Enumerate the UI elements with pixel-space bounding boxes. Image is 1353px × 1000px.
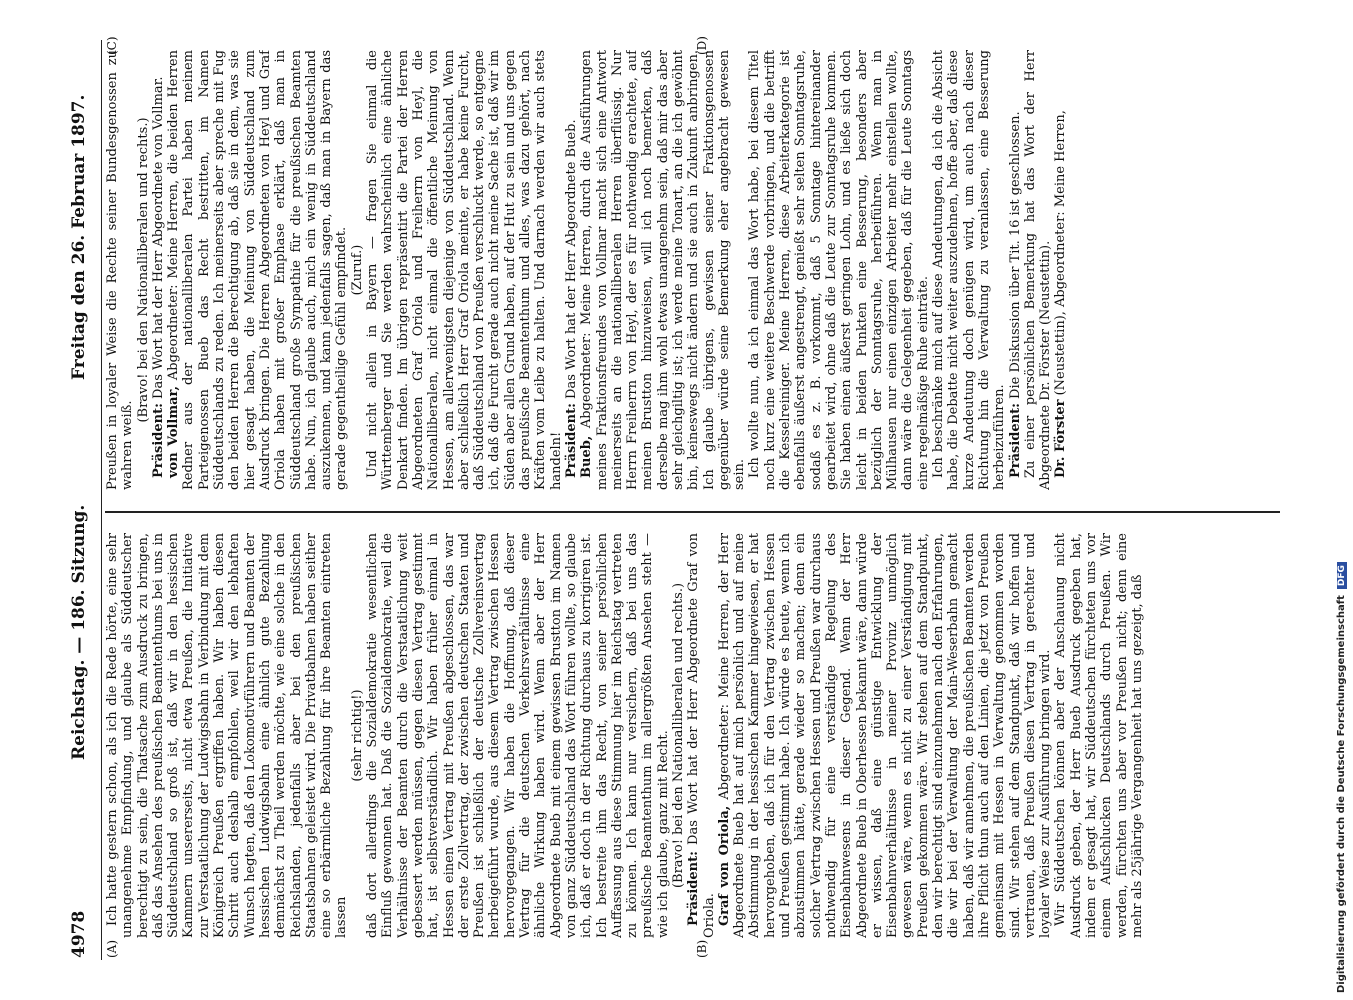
speaker-name: Präsident: [563, 403, 579, 478]
page-header [65, 40, 102, 960]
paragraph [747, 50, 931, 490]
session-title: Reichstag. — 186. Sitzung. [69, 504, 89, 760]
paragraph [671, 533, 686, 938]
paragraph-text: Abgeordneter: Meine Herren, der Herr Abgeordnete Bueb hat auf mich persönlich und auf meine Abstimmung in der hessischen Kammer hingewiesen, er hat hervorgehoben, daß ich für den Vertrag zwischen Hessen und Preußen gestimmt habe. Ich würde es heute, wenn ich abzustimmen hätte, gerade wieder so machen; denn ein solcher Vertrag zwischen Hessen und Preußen war durchaus nothwendig für eine verständige Regelung des Eisenbahnwesens in dieser Gegend. Wenn der Herr Abgeordnete Bueb in Oberhessen bekannt wäre, dann würde er wissen, daß eine günstige Entwicklung der Eisenbahnverhältnisse in meiner Provinz unmöglich gewesen wäre, wenn es nicht zu einer Verständigung mit Preußen gekommen wäre. Wir stehen auf dem Standpunkt, den wir berechtigt sind einzunehmen nach den Erfahrungen, die wir bei der Verwaltung der Main-Weserbahn gemacht haben, daß wir annehmen, die preußischen Beamten werden ihre Pflicht thun auch auf den Linien, die jetzt von Preußen gemeinsam mit Hessen in Verwaltung genommen worden sind. Wir stehen auf dem Standpunkt, daß wir hoffen und vertrauen, daß Preußen diesen Vertrag in gerechter und loyaler Weise zur Ausführung bringen wird. [716, 533, 1054, 938]
dfg-logo: DFG [1337, 562, 1347, 589]
speaker-name: von Vollmar, [166, 386, 182, 478]
left-text-column [105, 533, 1285, 938]
speaker-name: Dr. Förster [1053, 399, 1069, 478]
paragraph-text: Ich wollte nun, da ich einmal das Wort habe, bei diesem Titel noch kurz eine weitere Beschwerde vorbringen, und die betrifft die Kesselreiniger. Meine Herren, diese Arbeiterkategorie ist ebenfalls äußerst angestrengt, genießt sehr selten Sonntagsruhe, sodaß es z. B. vorkommt, daß 5 Sonntage hintereinander gearbeitet wird, ohne daß die Leute zur Sonntagsruhe kommen. Sie haben einen äußerst geringen Lohn, und es ließe sich doch leicht in beiden Punkten eine Besserung, besonders aber bezüglich der Sonntagsruhe, herbeiführen. Wenn man in Mülhausen nur einen einzigen Arbeiter mehr einstellen wollte, dann wäre die Gelegenheit gegeben, daß für die Leute Sonntags eine regelmäßige Ruhe einträte. [747, 50, 931, 490]
paragraph-text: Das Wort hat der Herr Abgeordnete von Vollmar. [150, 76, 166, 399]
newspaper-page [65, 36, 1285, 960]
paragraph-text: (Bravo! bei den Nationalliberalen und rechts.) [135, 117, 151, 423]
paragraph [105, 533, 350, 938]
paragraph [136, 50, 151, 490]
paragraph [1053, 50, 1068, 490]
speaker-name: Präsident: [686, 851, 702, 926]
paragraph [105, 50, 136, 490]
paragraph [365, 533, 671, 938]
speaker-name: Präsident: [150, 403, 166, 478]
margin-marker-c: (C) [105, 36, 119, 55]
paragraph-text: Das Wort hat der Herr Abgeordnete Bueb. [563, 119, 579, 399]
paragraph [686, 533, 717, 938]
paragraph-text: Abgeordneter: Meine Herren, die beiden Herren Redner aus der nationalliberalen Partei haben meinem Parteigenossen Bueb das Recht bestritten, im Namen Süddeutschlands zu reden. Ich meinerseits aber spreche mit Fug den beiden Herren die Berechtigung ab, daß sie in dem, was sie hier gesagt haben, die Meinung von Süddeutschland zum Ausdruck bringen. Die Herren Abgeordneten von Heyl und Graf Oriola haben mit großer Emphase erklärt, daß man in Süddeutschland große Sympathie für die preußischen Beamten habe. Nun, ich glaube auch, mich ein wenig in Süddeutschland auszukennen, und kann jedenfalls sagen, daß man in Bayern das gerade gegentheilige Gefühl empfindet. [166, 50, 350, 490]
paragraph [350, 533, 365, 938]
paragraph-text: Ich hatte gestern schon, als ich die Rede hörte, eine sehr unangenehme Empfindung, und glaube als Süddeutscher berechtigt zu sein, die Thatsache zum Ausdruck zu bringen, daß das Ansehen des preußischen Beamtenthums bei uns in Süddeutschland so groß ist, daß wir in den hessischen Kammern unsererseits, nicht etwa Preußen, die Initiative zur Verstaatlichung der Ludwigsbahn in Verbindung mit dem Königreich Preußen ergriffen haben. Wir haben diesen Schritt auch deshalb empfohlen, weil wir den lebhaften Wunsch hegten, daß den Lokomotivführern und Beamten der hessischen Ludwigsbahn eine ähnlich gute Bezahlung demnächst zu Theil werden möchte, wie eine solche in den Reichslanden, jedenfalls aber bei den preußischen Staatsbahnen geleistet wird. Die Privatbahnen haben seither eine so erbärmliche Bezahlung für ihre Beamten eintreten lassen [105, 533, 350, 938]
paragraph [1053, 533, 1145, 938]
paragraph-text: Abgeordneter: Meine Herren, durch die Ausführungen meines Fraktionsfreundes von Vollmar macht sich eine Antwort meinerseits an die nationalliberalen Herren überflüssig. Nur Herrn Freiherrn von Heyl, der es für nothwendig erachtete, auf meinen Brustton hinzuweisen, will ich noch bemerken, daß derselbe mag ihm wohl etwas unangenehm sein, daß mir das aber sehr gleichgiltig ist; ich werde meine Tonart, an die ich gewöhnt bin, keineswegs nicht ändern und sie auch in Zukunft anbringen. Ich glaube übrigens, gewissen seiner Fraktionsgenossen gegenüber würde seine Bemerkung eher angebracht gewesen sein. [579, 50, 748, 490]
right-text-column [105, 50, 1285, 490]
paragraph [350, 50, 365, 490]
paragraph-text: Das Wort hat der Herr Abgeordnete Graf von Oriola. [686, 533, 717, 938]
paragraph-text: (Bravo! bei den Nationalliberalen und rechts.) [670, 582, 686, 889]
paragraph [564, 50, 579, 490]
paragraph [166, 50, 350, 490]
speaker-name: Präsident: [1007, 403, 1023, 478]
paragraph-text: Preußen in loyaler Weise die Rechte seiner Bundesgenossen zu wahren weiß. [105, 50, 136, 490]
margin-marker-d: (D) [695, 36, 709, 55]
paragraph [931, 50, 1007, 490]
column-divider [105, 512, 1280, 514]
session-date: Freitag den 26. Februar 1897. [69, 94, 89, 380]
paragraph-text: Die Diskussion über Tit. 16 ist geschlossen. [1007, 111, 1023, 399]
paragraph-text: Zu einer persönlichen Bemerkung hat das Wort der Herr Abgeordnete Dr. Förster (Neustettin). [1022, 50, 1054, 490]
paragraph [365, 50, 564, 490]
paragraph-text: Und nicht allein in Bayern — fragen Sie einmal die Württemberger und Sie werden wahrscheinlich eine ähnliche Denkart finden. Im übrigen repräsentirt die Partei der Herren Abgeordneten Graf Oriola und Freiherrn von Heyl, die Nationalliberalen, nicht einmal die öffentliche Meinung von Hessen, am allerwenigsten diejenige von Süddeutschland. Wenn aber schließlich Herr Graf Oriola meinte, er habe keine Furcht, daß Süddeutschland von Preußen verschluckt werde, so entgegne ich, daß die Furcht gerade auch nicht meine Sache ist, daß wir im Süden aber allen Grund haben, auf der Hut zu sein und uns gegen das preußische Beamtenthum und alles, was dazu gehört, nach Kräften vom Leibe zu halten. Und darnach werden wir auch stets handeln! [365, 50, 564, 490]
digitization-credit [1336, 8, 1352, 993]
paragraph [151, 50, 166, 490]
paragraph-text: Ich beschränke mich auf diese Andeutungen, da ich die Absicht habe, die Debatte nicht weiter auszudehnen, hoffe aber, daß diese kurze Andeutung doch genügen wird, um auch nach dieser Richtung hin die Verwaltung zu veranlassen, eine Besserung herbeizuführen. [931, 50, 1008, 490]
paragraph [579, 50, 747, 490]
paragraph-text: Wir Süddeutschen können aber der Anschauung nicht Ausdruck geben, der Herr Bueb Ausdruck gegeben hat, indem er gesagt hat, wir Süddeutschen fürchteten uns vor einem Aufschlucken Deutschlands durch Preußen. Wir werden, fürchten uns aber vor Preußen nicht; denn eine mehr als 25jährige Vergangenheit hat uns gezeigt, daß [1053, 533, 1145, 938]
paragraph-text: daß dort allerdings die Sozialdemokratie wesentlichen Einfluß gewonnen hat. Daß die Sozialdemokratie, weil die Verhältnisse der Beamten durch die Verstaatlichung weit gebessert werden müssen, gegen diesen Vertrag gestimmt hat, ist selbstverständlich. Wir haben früher einmal in Hessen einen Vertrag mit Preußen abgeschlossen, das war der erste Zollvertrag, der zwischen deutschen Staaten und Preußen ist schließlich der deutsche Zollvereinsvertrag herbeigeführt wurde, aus diesem Vertrag zwischen Hessen hervorgegangen. Wir haben die Hoffnung, daß dieser Vertrag für die deutschen Verkehrsverhältnisse eine ähnliche Wirkung haben wird. Wenn aber der Herr Abgeordnete Bueb mit einem gewissen Brustton im Namen von ganz Süddeutschland das Wort führen wollte, so glaube ich, daß er doch in der Richtung durchaus zu korrigiren ist. Ich bestreite ihm das Recht, von seiner persönlichen Auffassung aus diese Stimmung hier im Reichstag vertreten zu können. Ich kann nur versichern, daß bei uns das preußische Beamtenthum im allergrößten Ansehen steht — wie ich glaube, ganz mit Recht. [365, 533, 671, 938]
credit-text: Digitalisierung gefördert durch die Deutsche Forschungsgemeinschaft [1336, 595, 1347, 993]
paragraph-text: (Neustettin), Abgeordneter: Meine Herren, [1053, 110, 1069, 396]
paragraph [717, 533, 1054, 938]
paragraph-text: (Zuruf.) [349, 244, 365, 296]
speaker-name: Bueb, [579, 435, 595, 478]
margin-marker-a: (A) [105, 939, 119, 958]
paragraph-text: (sehr richtig!) [349, 689, 365, 782]
speaker-name: Graf von Oriola, [716, 805, 732, 926]
margin-marker-b: (B) [695, 939, 709, 958]
paragraph [1023, 50, 1054, 490]
page-number: 4978 [69, 910, 89, 958]
paragraph [1008, 50, 1023, 490]
